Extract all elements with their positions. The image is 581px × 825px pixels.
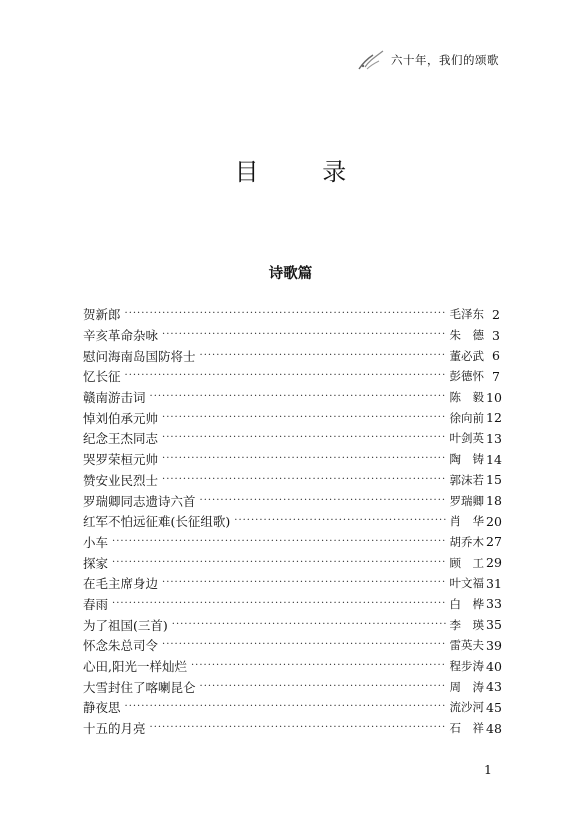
page-number: 1 <box>484 762 492 777</box>
toc-entry-title: 静夜思 <box>83 700 121 716</box>
toc-entry[interactable] <box>83 552 500 573</box>
toc-entry-author: 李 瑛 <box>449 617 484 632</box>
toc-leader-dots <box>150 718 446 738</box>
toc-entry-page: 13 <box>486 430 502 446</box>
toc-entry-title: 红军不怕远征难(长征组歌) <box>83 514 231 530</box>
pen-nib-icon <box>357 49 385 71</box>
toc-entry[interactable] <box>83 718 500 739</box>
toc-entry[interactable] <box>83 490 500 511</box>
toc-entry[interactable] <box>83 511 500 532</box>
toc-entry-title: 春雨 <box>83 596 109 612</box>
toc-leader-dots <box>162 635 445 655</box>
toc-entry-author: 顾 工 <box>449 555 484 570</box>
toc-entry-author: 陈 毅 <box>449 390 484 405</box>
toc-entry-author: 雷英夫 <box>449 638 484 653</box>
toc-entry-page: 33 <box>486 596 502 612</box>
toc-leader-dots <box>112 532 445 552</box>
toc-entry-page: 40 <box>486 658 502 674</box>
toc-entry-title: 十五的月亮 <box>83 721 146 737</box>
toc-entry-page: 29 <box>486 555 502 571</box>
toc-entry-page: 2 <box>492 306 500 322</box>
toc-leader-dots <box>172 615 446 635</box>
toc-entry-author: 叶剑英 <box>449 431 484 446</box>
toc-entry-author: 肖 华 <box>449 514 484 529</box>
toc-entry-author: 毛泽东 <box>449 307 484 322</box>
toc-entry-title: 为了祖国(三首) <box>83 617 168 633</box>
toc-entry-title: 赣南游击词 <box>83 390 146 406</box>
toc-entry-page: 43 <box>486 679 502 695</box>
toc-entry-title: 怀念朱总司令 <box>83 638 159 654</box>
toc-entry[interactable] <box>83 345 500 366</box>
toc-entry[interactable] <box>83 387 500 408</box>
toc-entry-author: 白 桦 <box>449 596 484 611</box>
toc-entry-title: 探家 <box>83 555 109 571</box>
toc-entry-page: 10 <box>486 389 502 405</box>
toc-leader-dots <box>200 677 446 697</box>
toc-entry-title: 纪念王杰同志 <box>83 431 159 447</box>
toc-entry[interactable] <box>83 325 500 346</box>
toc-entry-author: 叶文福 <box>449 576 484 591</box>
toc-entry-author: 程步涛 <box>449 659 484 674</box>
toc-entry-page: 12 <box>486 410 502 426</box>
toc-entry-title: 罗瑞卿同志遗诗六首 <box>83 493 196 509</box>
toc-leader-dots <box>112 594 445 614</box>
toc-entry-author: 董必武 <box>449 348 484 363</box>
toc-entry-author: 石 祥 <box>449 721 484 736</box>
toc-entry[interactable] <box>83 304 500 325</box>
toc-entry-page: 14 <box>486 451 502 467</box>
toc-leader-dots <box>162 470 445 490</box>
toc-leader-dots <box>162 449 445 469</box>
toc-entry-title: 慰问海南岛国防将士 <box>83 348 196 364</box>
toc-leader-dots <box>200 491 446 511</box>
toc-entry-author: 周 涛 <box>449 679 484 694</box>
toc-leader-dots <box>150 387 446 407</box>
toc-entry-author: 流沙河 <box>449 700 484 715</box>
toc-entry-title: 忆长征 <box>83 369 121 385</box>
toc-leader-dots <box>125 304 446 324</box>
toc-entry[interactable] <box>83 407 500 428</box>
toc-entry-title: 在毛主席身边 <box>83 576 159 592</box>
toc-entry[interactable] <box>83 697 500 718</box>
header-text: 六十年，我们的颂歌 <box>391 53 499 67</box>
toc-entry-page: 27 <box>486 534 502 550</box>
toc-entry[interactable] <box>83 656 500 677</box>
toc-entry-title: 大雪封住了喀喇昆仑 <box>83 679 196 695</box>
toc-entry-page: 35 <box>486 617 502 633</box>
toc-leader-dots <box>112 553 445 573</box>
table-of-contents <box>83 304 500 738</box>
toc-entry-page: 39 <box>486 637 502 653</box>
toc-entry-author: 陶 铸 <box>449 452 484 467</box>
toc-leader-dots <box>125 697 446 717</box>
toc-entry[interactable] <box>83 573 500 594</box>
toc-entry-author: 徐向前 <box>449 410 484 425</box>
toc-entry[interactable] <box>83 594 500 615</box>
toc-entry[interactable] <box>83 676 500 697</box>
toc-entry-title: 心田,阳光一样灿烂 <box>83 659 187 675</box>
toc-leader-dots <box>162 428 445 448</box>
toc-entry-author: 郭沫若 <box>449 472 484 487</box>
section-title: 诗歌篇 <box>268 266 313 282</box>
toc-entry[interactable] <box>83 532 500 553</box>
toc-entry-title: 哭罗荣桓元帅 <box>83 452 159 468</box>
toc-leader-dots <box>200 346 446 366</box>
toc-entry-author: 罗瑞卿 <box>449 493 484 508</box>
toc-entry[interactable] <box>83 449 500 470</box>
toc-entry[interactable] <box>83 428 500 449</box>
toc-entry-author: 朱 德 <box>449 328 484 343</box>
toc-entry-page: 7 <box>492 368 500 384</box>
toc-entry[interactable] <box>83 635 500 656</box>
toc-entry-page: 15 <box>486 472 502 488</box>
toc-entry-author: 胡乔木 <box>449 534 484 549</box>
toc-entry-title: 悼刘伯承元帅 <box>83 410 159 426</box>
toc-leader-dots <box>162 408 445 428</box>
toc-leader-dots <box>162 573 445 593</box>
running-header <box>357 49 499 71</box>
toc-entry-page: 45 <box>486 699 502 715</box>
toc-leader-dots <box>162 325 445 345</box>
toc-entry-page: 18 <box>486 493 502 509</box>
toc-entry-page: 48 <box>486 720 502 736</box>
toc-entry[interactable] <box>83 614 500 635</box>
toc-entry[interactable] <box>83 470 500 491</box>
toc-entry[interactable] <box>83 366 500 387</box>
toc-leader-dots <box>234 511 445 531</box>
page-title: 目 录 <box>234 158 375 186</box>
toc-entry-author: 彭德怀 <box>449 369 484 384</box>
toc-leader-dots <box>191 656 446 676</box>
toc-entry-page: 6 <box>492 348 500 364</box>
toc-entry-page: 31 <box>486 575 502 591</box>
toc-leader-dots <box>125 366 446 386</box>
toc-entry-title: 赞安业民烈士 <box>83 472 159 488</box>
toc-entry-title: 辛亥革命杂咏 <box>83 328 159 344</box>
toc-entry-title: 小车 <box>83 534 109 550</box>
toc-entry-page: 20 <box>486 513 502 529</box>
toc-entry-title: 贺新郎 <box>83 307 121 323</box>
toc-entry-page: 3 <box>492 327 500 343</box>
